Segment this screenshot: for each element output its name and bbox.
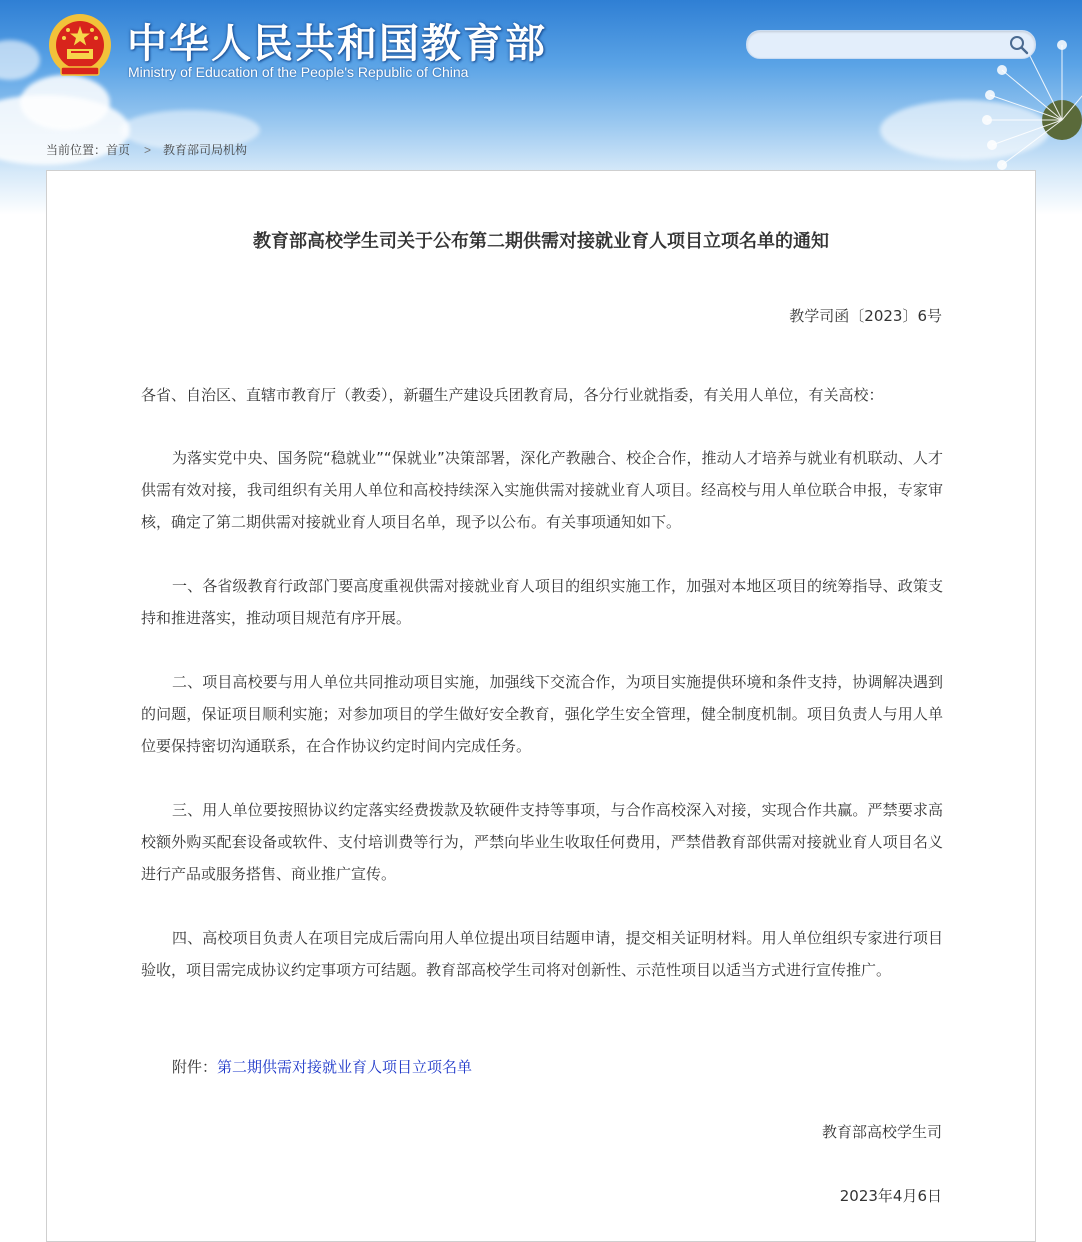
search-button[interactable] bbox=[1007, 33, 1031, 57]
article-paragraph: 一、各省级教育行政部门要高度重视供需对接就业育人项目的组织实施工作，加强对本地区项目的统筹指导、政策支持和推进落实，推动项目规范有序开展。 bbox=[141, 577, 943, 627]
cloud-decoration bbox=[20, 75, 110, 130]
breadcrumb-home-link[interactable]: 首页 bbox=[106, 143, 131, 157]
article-paragraph: 二、项目高校要与用人单位共同推动项目实施，加强线下交流合作，为项目实施提供环境和条件支持，协调解决遇到的问题，保证项目顺利实施；对参加项目的学生做好安全教育，强化学生安全管理，健全制度机制。项目负责人与用人单位要保持密切沟通联系，在合作协议约定时间内完成任务。 bbox=[141, 673, 943, 755]
dandelion-decoration bbox=[982, 40, 1082, 170]
article-paragraph: 三、用人单位要按照协议约定落实经费拨款及软硬件支持等事项，与合作高校深入对接，实现合作共赢。严禁要求高校额外购买配套设备或软件、支付培训费等行为，严禁向毕业生收取任何费用，严禁借教育部供需对接就业育人项目名义进行产品或服务搭售、商业推广宣传。 bbox=[141, 801, 943, 883]
site-subtitle: Ministry of Education of the People's Republic of China bbox=[128, 64, 469, 80]
article-paragraph: 为落实党中央、国务院“稳就业”“保就业”决策部署，深化产教融合、校企合作，推动人才培养与就业有机联动、人才供需有效对接，我司组织有关用人单位和高校持续深入实施供需对接就业育人项目。经高校与用人单位联合申报，专家审核，确定了第二期供需对接就业育人项目名单，现予以公布。有关事项通知如下。 bbox=[141, 449, 943, 531]
breadcrumb-prefix: 当前位置： bbox=[46, 143, 107, 157]
cloud-decoration bbox=[0, 40, 40, 80]
article-title: 教育部高校学生司关于公布第二期供需对接就业育人项目立项名单的通知 bbox=[253, 231, 829, 252]
attachment-line bbox=[141, 1056, 472, 1077]
national-emblem-icon bbox=[47, 12, 113, 82]
site-title: 中华人民共和国教育部 bbox=[127, 21, 547, 67]
search-box bbox=[746, 30, 1036, 59]
breadcrumb-department-link[interactable]: 教育部司局机构 bbox=[163, 143, 248, 157]
attachment-link[interactable]: 第二期供需对接就业育人项目立项名单 bbox=[217, 1058, 473, 1076]
search-icon bbox=[1007, 33, 1031, 57]
breadcrumb bbox=[46, 141, 247, 158]
attachment-label: 附件： bbox=[172, 1058, 218, 1076]
salutation: 各省、自治区、直辖市教育厅（教委），新疆生产建设兵团教育局，各分行业就指委，有关用人单位，有关高校： bbox=[141, 386, 884, 404]
document-number: 教学司函〔2023〕6号 bbox=[789, 307, 942, 325]
article-paragraph: 四、高校项目负责人在项目完成后需向用人单位提出项目结题申请，提交相关证明材料。用人单位组织专家进行项目验收，项目需完成协议约定事项方可结题。教育部高校学生司将对创新性、示范性项目以适当方式进行宣传推广。 bbox=[141, 929, 943, 979]
search-input[interactable] bbox=[757, 35, 1001, 56]
publish-date: 2023年4月6日 bbox=[839, 1187, 942, 1205]
signature: 教育部高校学生司 bbox=[821, 1123, 942, 1141]
article-container bbox=[46, 170, 1036, 1242]
chevron-right-icon: > bbox=[144, 143, 152, 157]
